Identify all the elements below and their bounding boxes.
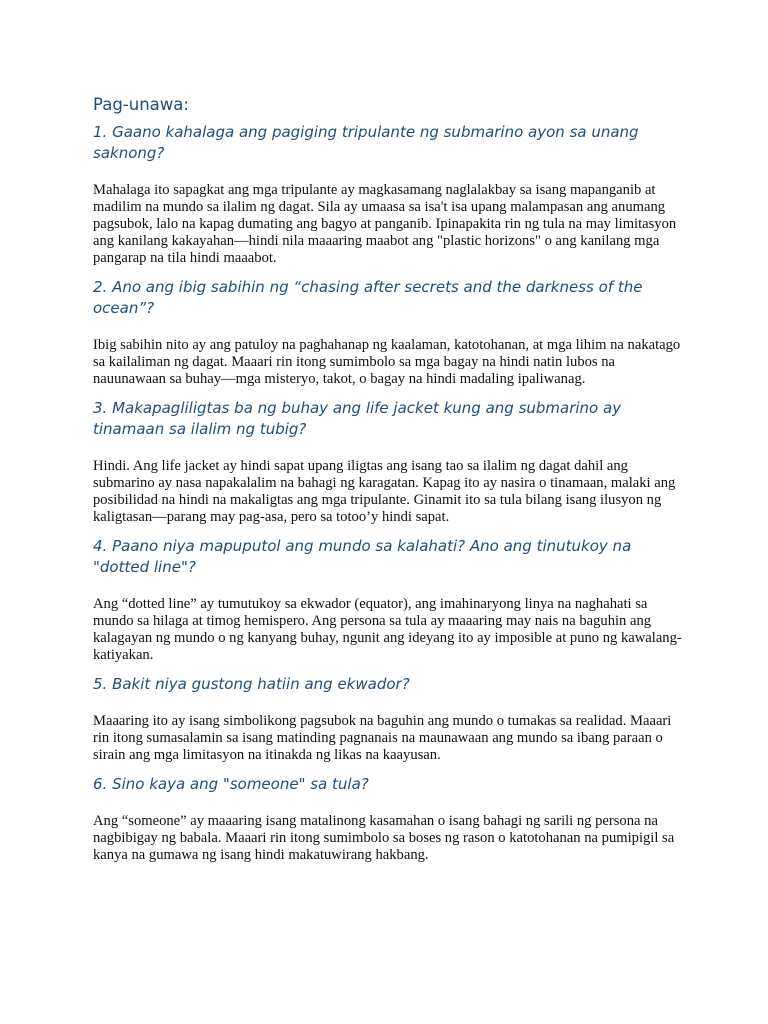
qa-item-4	[93, 536, 683, 664]
answer-6: Ang “someone” ay maaaring isang matalinong kasamahan o isang bahagi ng sarili ng persona na nagbibigay ng babala. Maaari rin itong sumimbolo sa boses ng rason o katotohanan na pumipigil sa kanya na gumawa ng isang hindi makatuwirang hakbang.	[93, 813, 675, 863]
question-1: 1. Gaano kahalaga ang pagiging tripulante ng submarino ayon sa unang saknong?	[93, 123, 639, 162]
question-2: 2. Ano ang ibig sabihin ng “chasing after secrets and the darkness of the ocean”?	[93, 278, 643, 317]
question-3: 3. Makapagliligtas ba ng buhay ang life jacket kung ang submarino ay tinamaan sa ilalim ng tubig?	[93, 399, 622, 438]
answer-1: Mahalaga ito sapagkat ang mga tripulante ay magkasamang naglalakbay sa isang mapanganib at madilim na mundo sa ilalim ng dagat. Sila ay umaasa sa isa't isa upang malampasan ang anumang pagsubok, lalo na kapag dumating ang bagyo at panganib. Ipinapakita rin ng tula na may limitasyon ang kanilang kakayahan—hindi nila maaaring maabot ang "plastic horizons" o ang kanilang mga pangarap na tila hindi maaabot.	[93, 182, 677, 266]
document-page	[93, 95, 683, 864]
qa-item-5	[93, 674, 683, 764]
section-heading: Pag-unawa:	[93, 95, 189, 114]
qa-item-2	[93, 277, 683, 388]
qa-item-3	[93, 398, 683, 526]
question-6: 6. Sino kaya ang "someone" sa tula?	[93, 775, 369, 793]
question-4: 4. Paano niya mapuputol ang mundo sa kalahati? Ano ang tinutukoy na "dotted line"?	[93, 537, 632, 576]
question-5: 5. Bakit niya gustong hatiin ang ekwador?	[93, 675, 410, 693]
answer-2: Ibig sabihin nito ay ang patuloy na paghahanap ng kaalaman, katotohanan, at mga lihim na nakatago sa kailaliman ng dagat. Maaari rin itong sumimbolo sa mga bagay na hindi natin lubos na nauunawaan sa buhay—mga misteryo, takot, o bagay na hindi madaling ipaliwanag.	[93, 337, 681, 387]
answer-4: Ang “dotted line” ay tumutukoy sa ekwador (equator), ang imahinaryong linya na naghahati sa mundo sa hilaga at timog hemispero. Ang persona sa tula ay maaaring may nais na baguhin ang kalagayan ng mundo o ng kanyang buhay, ngunit ang ideyang ito ay imposible at puno ng kawalang-katiyakan.	[93, 596, 682, 663]
answer-5: Maaaring ito ay isang simbolikong pagsubok na baguhin ang mundo o tumakas sa realidad. Maaari rin itong sumasalamin sa isang matinding pagnanais na maunawaan ang mundo sa ibang paraan o sirain ang mga limitasyon na itinakda ng likas na kaayusan.	[93, 713, 672, 763]
qa-item-6	[93, 774, 683, 864]
answer-3: Hindi. Ang life jacket ay hindi sapat upang iligtas ang isang tao sa ilalim ng dagat dahil ang submarino ay nasa napakalalim na bahagi ng karagatan. Kapag ito ay nasira o tinamaan, malaki ang posibilidad na hindi na makaligtas ang mga tripulante. Ginamit ito sa tula bilang isang ilusyon ng kaligtasan—parang may pag-asa, pero sa totoo’y hindi sapat.	[93, 458, 676, 525]
qa-item-1	[93, 122, 683, 267]
